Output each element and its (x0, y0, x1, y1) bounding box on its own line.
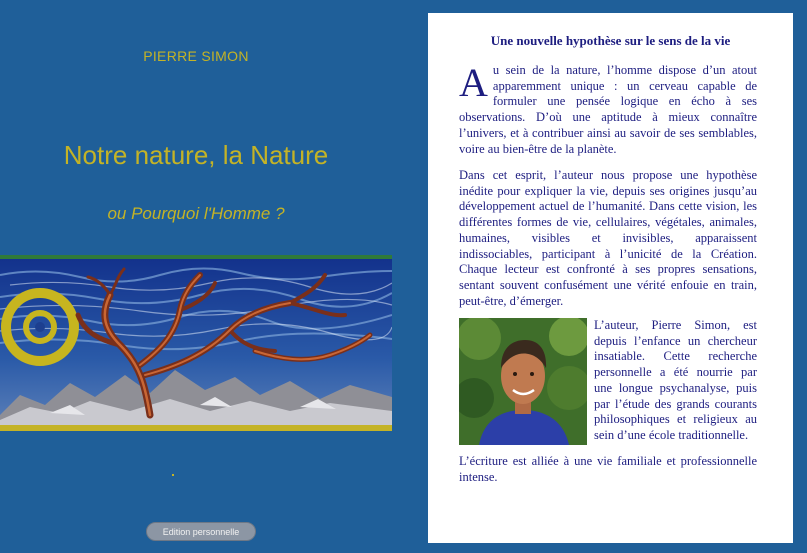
book-title: Notre nature, la Nature (63, 140, 329, 170)
book-subtitle: ou Pourquoi l'Homme ? (107, 204, 285, 223)
cover-painting (0, 255, 392, 431)
paragraph-hypothesis: Dans cet esprit, l’auteur nous propose une hypothèse inédite pour expliquer la vie, depuis ses origines jusqu’au développement actuel de l’humanité. Dans cette vision, les différentes formes de vie, cellulaires, végétales, animales, humaines, visibles et invisibles, apparaissent indissociables, participant à l’unicité de la Création. Chaque lecteur est confronté à ses propres sensations, sentant souvent confusément une vérité enfouie en train, peut-être, d’émerger. (459, 168, 757, 308)
decorative-dot (172, 474, 174, 476)
paragraph-writing: L’écriture est alliée à une vie familiale et professionnelle intense. (459, 454, 757, 484)
paragraph-intro (459, 60, 757, 157)
edition-personnelle-button[interactable]: Edition personnelle (146, 522, 256, 541)
back-cover (428, 13, 793, 543)
drop-cap: A (459, 60, 488, 105)
back-heading: Une nouvelle hypothèse sur le sens de la vie (490, 33, 731, 48)
paragraph-intro-text: u sein de la nature, l’homme dispose d’un atout apparemment unique : un cerveau capable de formuler une pensée logique en écho à ses observations. D’où une aptitude à mieux connaître l’univers, et à contribuer ainsi au savoir de ses semblables, voire au bien-être de la planète. (459, 63, 757, 156)
paragraph-author: L’auteur, Pierre Simon, est depuis l’enfance un chercheur insatiable. Cette recherche personnelle a été nourrie par une longue psychanalyse, puis par l’étude des grands courants philosophiques et religieux au sein d’une école traditionnelle. (594, 318, 757, 442)
author-name: PIERRE SIMON (143, 48, 249, 64)
author-photo (459, 318, 587, 445)
